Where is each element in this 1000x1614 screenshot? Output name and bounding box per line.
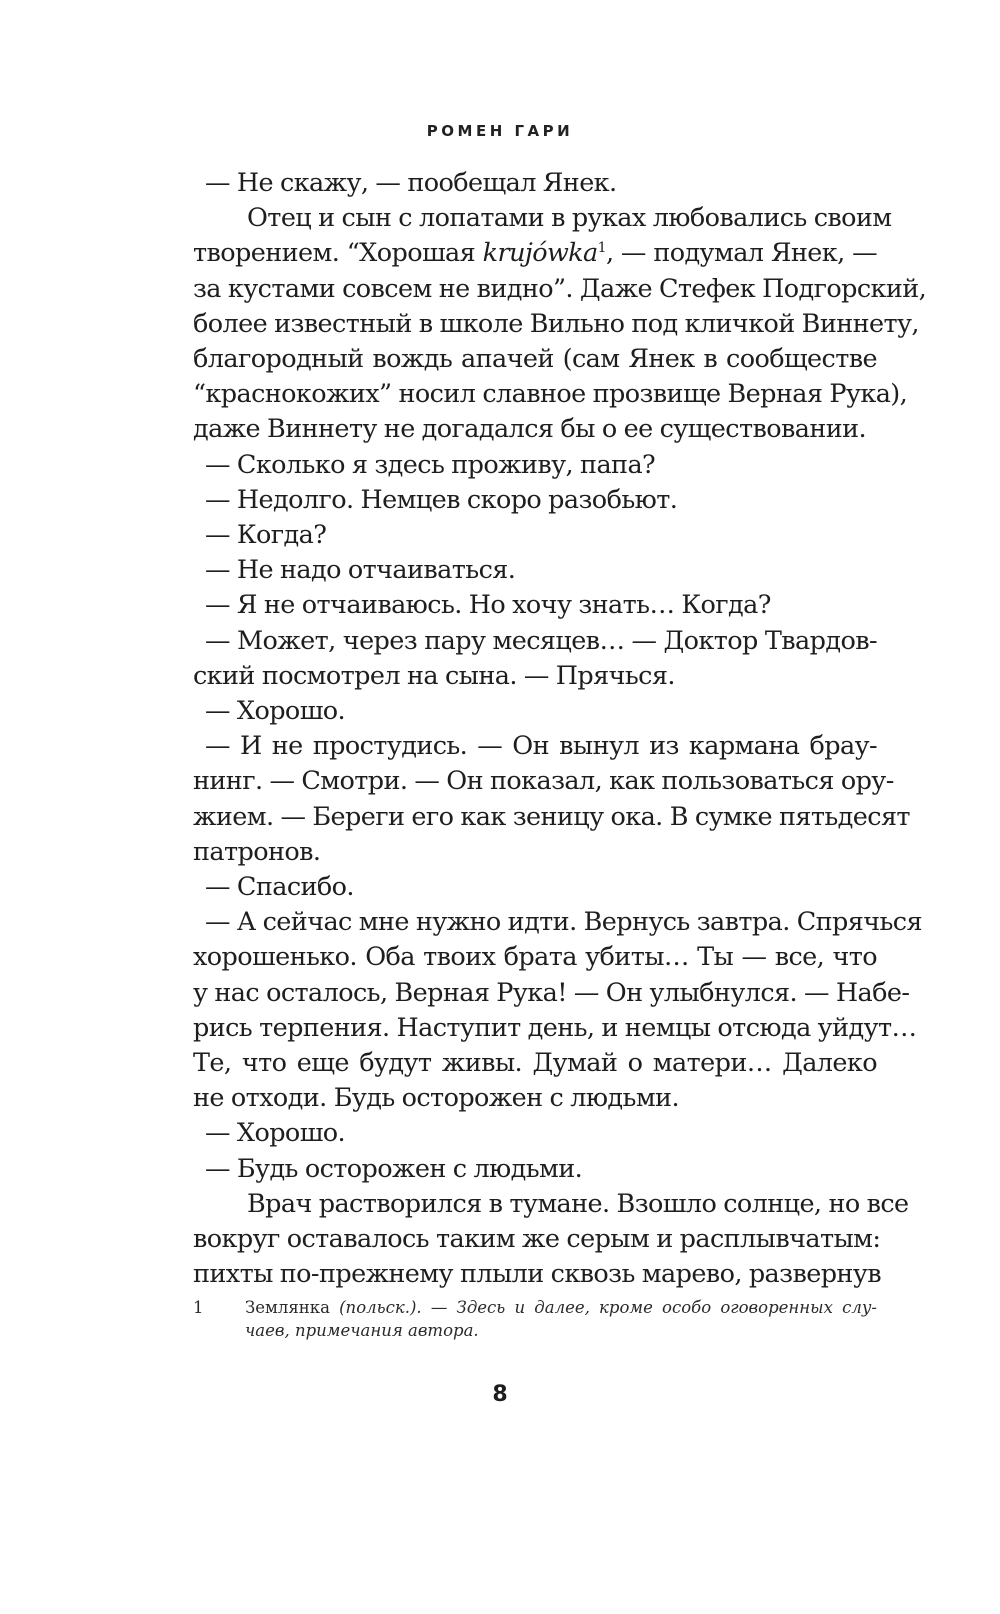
text-line: — Хорошо. [205, 1118, 346, 1149]
footnote-number: 1 [193, 1298, 204, 1317]
text-fragment: творением. “Хорошая [193, 238, 483, 269]
footnote [193, 1296, 877, 1342]
running-head: РОМЕН ГАРИ [426, 122, 574, 140]
text-line: у нас осталось, Верная Рука! — Он улыбнулся. — Набе- [193, 977, 910, 1008]
italic-word: krujówka [482, 238, 598, 269]
text-line: Те, что еще будут живы. Думай о матери… Далеко [193, 1048, 877, 1079]
footnote-text [245, 1296, 877, 1342]
footnote-marker: 1 [597, 240, 606, 257]
text-line: — Будь осторожен с людьми. [205, 1153, 583, 1184]
text-line: “краснокожих” носил славное прозвище Верная Рука), [193, 379, 908, 410]
text-line [193, 236, 877, 271]
text-line: нинг. — Смотри. — Он показал, как пользоваться ору- [193, 766, 894, 797]
text-line: за кустами совсем не видно”. Даже Стефек Подгорский, [193, 273, 927, 304]
body-text [193, 166, 927, 1293]
text-line: не отходи. Будь осторожен с людьми. [193, 1083, 679, 1114]
text-line: — Спасибо. [205, 872, 354, 903]
text-line: — А сейчас мне нужно идти. Вернусь завтра. Спрячься [205, 907, 922, 938]
text-line: — Не надо отчаиваться. [205, 555, 516, 586]
text-line: ский посмотрел на сына. — Прячься. [193, 660, 675, 691]
text-line: жием. — Береги его как зеницу ока. В сумке пятьдесят [193, 801, 910, 832]
text-line: патронов. [193, 836, 321, 867]
text-line: вокруг оставалось таким же серым и расплывчатым: [193, 1224, 881, 1255]
text-line: — Сколько я здесь проживу, папа? [205, 449, 656, 480]
page-number: 8 [492, 1382, 508, 1407]
text-fragment: , — подумал Янек, — [605, 238, 877, 269]
text-line: даже Виннету не догадался бы о ее существовании. [193, 414, 867, 445]
text-line: — Недолго. Немцев скоро разобьют. [205, 484, 678, 515]
footnote-fragment: чаев, примечания автора. [245, 1321, 479, 1340]
footnote-line [245, 1296, 877, 1319]
text-line: более известный в школе Вильно под кличкой Виннету, [193, 308, 919, 339]
text-line: Отец и сын с лопатами в руках любовались своим [247, 203, 892, 234]
text-line: — Когда? [205, 520, 327, 551]
text-line: пихты по-прежнему плыли сквозь марево, развернув [193, 1259, 881, 1290]
footnote-fragment: Землянка [245, 1298, 340, 1317]
text-line: — И не простудись. — Он вынул из кармана брау- [205, 731, 877, 762]
text-line: — Я не отчаиваюсь. Но хочу знать… Когда? [205, 590, 771, 621]
footnote-fragment: — Здесь и далее, кроме особо оговоренных слу- [421, 1298, 877, 1317]
text-line: рись терпения. Наступит день, и немцы отсюда уйдут… [193, 1012, 917, 1043]
text-line: хорошенько. Оба твоих брата убиты… Ты — все, что [193, 942, 877, 973]
text-line: — Не скажу, — пообещал Янек. [205, 168, 617, 198]
text-line: благородный вождь апачей (сам Янек в сообществе [193, 344, 877, 375]
footnote-fragment: (польск.). [339, 1298, 422, 1317]
text-line: Врач растворился в тумане. Взошло солнце, но все [247, 1188, 909, 1219]
text-line: — Хорошо. [205, 696, 346, 727]
footnote-line [245, 1319, 877, 1342]
text-line: — Может, через пару месяцев… — Доктор Твардов- [205, 625, 877, 656]
